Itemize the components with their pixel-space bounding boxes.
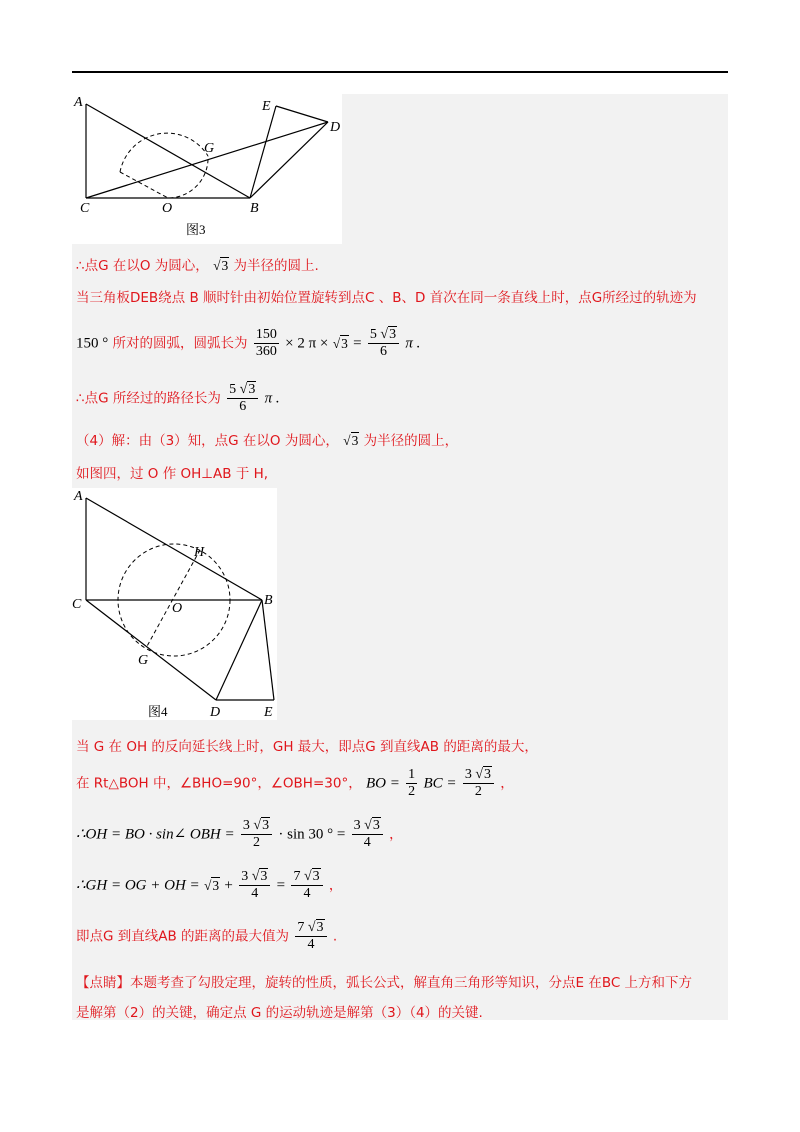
text-line-10: ∴GH = OG + OH = √3 + $\frac{3 √3}{4}$ = $\frac{7 √3}{4}$ ， [76,869,343,901]
fraction: $\frac{3 √3}{4}$ [352,818,383,851]
fig4-label-c: C [72,597,82,612]
fig4-label-e: E [264,705,273,720]
fraction: $\frac{5 √3}{6}$ [368,327,399,360]
fraction: $\frac{1}{2}$ [408,767,416,799]
text-line-3: 150 ° 所对的圆弧，圆弧长为 $\frac{150}{360}$ × 2 π × √3 = $\frac{5 √3}{6}$ π . [76,327,421,359]
fig3-label-d: D [330,120,341,135]
fig3-label-c: C [80,201,90,216]
fraction: $\frac{7 √3}{4}$ [295,920,326,953]
fig4-caption: 图4 [148,704,168,719]
figure-3 [72,94,342,244]
fig3-label-o: O [162,201,173,216]
fig4-label-a: A [74,489,83,504]
text-line-8: 在 Rt△BOH 中，∠BHO=90°，∠OBH=30°， BO = $\frac{1}{2}$ BC = $\frac{3 √3}{2}$ ， [76,767,514,799]
text-line-7: 当 G 在 OH 的反向延长线上时，GH 最大，即点G 到直线AB 的距离的最大， [76,739,538,755]
fig3-caption: 图3 [186,222,206,237]
text-line-5: （4）解：由（3）知，点G 在以O 为圆心， √3 为半径的圆上， [76,433,459,449]
fig3-label-a: A [74,95,83,110]
text-line-4: ∴点G 所经过的路径长为 $\frac{5 √3}{6}$ π . [76,382,280,414]
fig4-label-d: D [210,705,221,720]
fig4-label-o: O [172,601,183,616]
fraction: $\frac{3 √3}{2}$ [241,818,272,851]
fig3-label-g: G [204,141,215,156]
text-line-6: 如图四，过 O 作 OH⊥AB 于 H, [76,466,269,482]
fraction: $\frac{5 √3}{6}$ [227,382,258,415]
fraction: $\frac{3 √3}{4}$ [239,869,270,902]
header-rule [72,71,728,73]
fig4-label-b: B [264,593,273,608]
fig3-label-b: B [250,201,259,216]
fraction: $\frac{7 √3}{4}$ [291,869,322,902]
text-line-13: 是解第（2）的关键，确定点 G 的运动轨迹是解第（3）（4）的关键. [76,1005,483,1021]
text-line-9: ∴OH = BO · sin∠ OBH = $\frac{3 √3}{2}$ · sin 30 ° = $\frac{3 √3}{4}$ ， [76,818,403,850]
fraction: $\frac{3 √3}{2}$ [463,767,494,800]
fig3-label-e: E [262,99,271,114]
fig4-label-h: H [194,545,205,560]
text-line-11: 即点G 到直线AB 的距离的最大值为 $\frac{7 √3}{4}$ . [76,920,338,952]
text-line-2: 当三角板DEB绕点 B 顺时针由初始位置旋转到点C 、B、D 首次在同一条直线上时，点G所经过的轨迹为 [76,290,697,306]
sqrt-term: √3 [213,258,229,273]
text-line-1: ∴点G 在以O 为圆心， √3 为半径的圆上. [76,258,319,274]
figure-4 [72,488,277,720]
fraction: $\frac{150}{360}$ [255,327,277,359]
fig4-label-g: G [138,653,149,668]
text-line-12: 【点睛】本题考查了勾股定理，旋转的性质，弧长公式，解直角三角形等知识，分点E 在BC 上方和下方 [76,975,693,991]
